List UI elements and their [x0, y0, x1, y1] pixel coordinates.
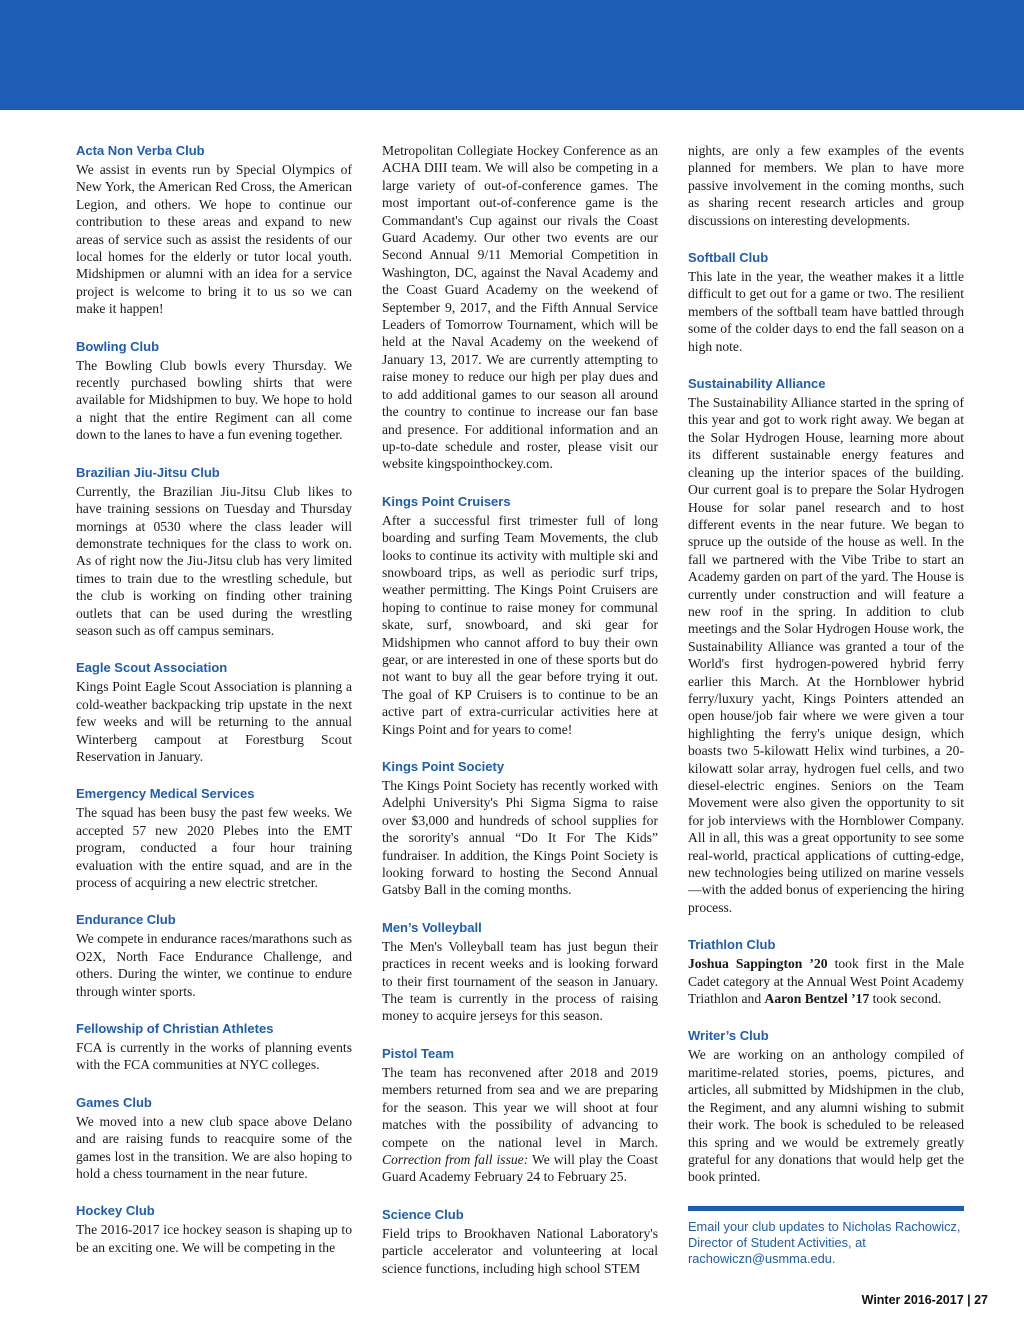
section-body: After a successful first trimester full of long boarding and surfing Team Movements, the club looks to continue its activity with multiple ski and snowboard trips, as well as periodic surf trips, weather permitting. The Kings Point Cruisers are hoping to continue to raise money for communal skate, surf, snowboard, and ski gear for Midshipmen who cannot afford to buy their own gear, or are interested in one of these sports but do not want to buy all the gear before trying it out. The goal of KP Cruisers is to continue to be an active part of extra-curricular activities here at Kings Point and for years to come!: [382, 512, 658, 737]
section-body: We compete in endurance races/marathons such as O2X, North Face Endurance Challenge, and others. During the winter, we continue to endure through winter sports.: [76, 931, 352, 999]
section-body: The Kings Point Society has recently worked with Adelphi University's Phi Sigma Sigma to raise over $3,000 and hundreds of school supplies for the sorority's annual “Do It For The Kids” fundraiser. In addition, the Kings Point Society is looking forward to hosting the Second Annual Gatsby Ball in the coming months.: [382, 778, 658, 898]
section-body: We are working on an anthology compiled of maritime-related stories, poems, pictures, and articles, all submitted by Midshipmen in the club, the Regiment, and any alumni wishing to submit their work. The book is scheduled to be released this spring and we would be extremely greatly grateful for any donations that would help get the book printed.: [688, 1047, 964, 1185]
section-bowling: [76, 338, 352, 444]
section-heading: Acta Non Verba Club: [76, 143, 205, 158]
section-heading: Brazilian Jiu-Jitsu Club: [76, 464, 220, 480]
section-heading: Science Club: [382, 1206, 464, 1222]
section-body: FCA is currently in the works of planning events with the FCA communities at NYC colleges.: [76, 1040, 352, 1073]
section-ems: [76, 785, 352, 891]
email-callout: [688, 1206, 964, 1267]
section-sustainability: [688, 375, 964, 916]
section-heading: Emergency Medical Services: [76, 786, 255, 802]
section-body: The squad has been busy the past few weeks. We accepted 57 new 2020 Plebes into the EMT program, conducted a four hour training evaluation with the entire squad, and are in the process of acquiring a new electric stretcher.: [76, 805, 352, 890]
section-hockey: [76, 1202, 352, 1256]
section-fca: [76, 1020, 352, 1074]
header-banner: [0, 0, 1024, 110]
section-body: Field trips to Brookhaven National Laboratory's particle accelerator and volunteering at local science functions, including high school STEM: [382, 1225, 658, 1276]
section-jiu-jitsu: [76, 464, 352, 640]
section-heading: Pistol Team: [382, 1045, 455, 1061]
section-heading: Kings Point Cruisers: [382, 493, 511, 509]
column-2: [382, 142, 658, 1297]
section-pistol: [382, 1045, 658, 1186]
section-body: The Men's Volleyball team has just begun their practices in recent weeks and is looking forward to their first tournament of the season in January. The team is currently in the process of raising money to acquire jerseys for this season.: [382, 938, 658, 1024]
section-heading: Fellowship of Christian Athletes: [76, 1021, 274, 1037]
section-body: Kings Point Eagle Scout Association is planning a cold-weather backpacking trip upstate in the next few weeks and will be returning to the annual Winterberg campout at Forestburg Scout Reservation in January.: [76, 679, 352, 764]
section-science: [382, 1206, 658, 1277]
section-body: This late in the year, the weather makes it a little difficult to get out for a game or two. The resilient members of the softball team have battled through some of the colder days to end the fall season on a high note.: [688, 269, 964, 354]
section-writers: [688, 1027, 964, 1185]
section-acta-non-verba: [76, 142, 352, 318]
section-heading: Games Club: [76, 1094, 152, 1110]
column-3: [688, 142, 964, 1267]
section-heading: Endurance Club: [76, 912, 176, 928]
section-body: Metropolitan Collegiate Hockey Conference as an ACHA DIII team. We will also be competing in a large variety of out-of-conference games. The most important out-of-conference game is the Commandant's Cup against our rivals the Coast Guard Academy. Our other two events are our Second Annual 9/11 Memorial Competition in Washington, DC, against the Naval Academy and the Coast Guard Academy on the weekend of September 9, 2017, and the Fifth Annual Service Leaders of Tomorrow Tournament, which will be held at the Naval Academy on the weekend of January 13, 2017. We are currently attempting to raise money to reduce our high per play dues and to add additional games to our season all around the country to continue to increase our fan base and presence. For additional information and an up-to-date schedule and roster, please visit our website kingspointhockey.com.: [382, 143, 658, 472]
section-body: The team has reconvened after 2018 and 2019 members returned from sea and we are preparing for the season. This year we will shoot at four matches with the possibility of advancing to compete on the national level in March. Correction from fall issue: We will play the Coast Guard Academy February 24 to February 25.: [382, 1064, 658, 1185]
callout-text: Email your club updates to Nicholas Rachowicz, Director of Student Activities, at rachowiczn@usmma.edu.: [688, 1218, 961, 1266]
section-heading: Bowling Club: [76, 338, 160, 354]
page-footer: Winter 2016-2017 | 27: [861, 1293, 988, 1307]
section-triathlon: [688, 936, 964, 1007]
section-kp-society: [382, 758, 658, 899]
section-heading: Kings Point Society: [382, 759, 505, 774]
section-body: nights, are only a few examples of the events planned for members. We plan to have more passive involvement in the coming months, such as sharing recent research articles and group discussions on interesting developments.: [688, 143, 964, 228]
section-endurance: [76, 911, 352, 1000]
section-body: We moved into a new club space above Delano and are raising funds to reacquire some of the games lost in the transition. We are also hoping to hold a chess tournament in the near future.: [76, 1113, 352, 1182]
section-softball: [688, 249, 964, 355]
section-heading: Softball Club: [688, 250, 769, 266]
section-games: [76, 1094, 352, 1183]
section-body: The Sustainability Alliance started in the spring of this year and got to work right away. We began at the Solar Hydrogen House, learning more about its different sustainable energy features and cleaning up the interior spaces of the building. Our current goal is to prepare the Solar Hydrogen House for solar panel research and to host different events in the near future. We began to spruce up the outside of the house as well. In the fall we partnered with the Vibe Tribe to start an Academy garden on part of the yard. The House is currently under construction and will feature a new roof in the spring. In addition to club meetings and the Solar Hydrogen House work, the Sustainability Alliance was granted a tour of the World's first hydrogen-powered hybrid ferry earlier this March. At the Hornblower hybrid ferry/luxury yacht, Kings Pointers attended an open house/job fair where we were given a tour highlighting the ferry's unique design, which boasts two 5-kilowatt Helix wind turbines, a 20-kilowatt solar array, hydrogen fuel cells, and two diesel-electric engines. Seniors on the Team Movement were also given the opportunity to sit for job interviews with the Hornblower Company. All in all, this was a great opportunity to see some real-world, practical applications of cutting-edge, new technologies being utilized on marine vessels—with the added bonus of experiencing the hiring process.: [688, 395, 964, 915]
section-cruisers: [382, 493, 658, 738]
section-body: Joshua Sappington ’20 took first in the Male Cadet category at the Annual West Point Academy Triathlon and Aaron Bentzel ’17 took second.: [688, 956, 964, 1007]
section-heading: Triathlon Club: [688, 937, 776, 953]
section-body: We assist in events run by Special Olympics of New York, the American Red Cross, the American Legion, and others. We hope to continue our contribution to these areas and expand to new areas of service such as assist the residents of our local homes for the elderly or tutor local youth. Midshipmen or alumni with an idea for a service project is welcome to bring it to us so we can make it happen!: [76, 162, 352, 317]
section-eagle-scout: [76, 659, 352, 765]
section-heading: Eagle Scout Association: [76, 660, 228, 676]
section-heading: Sustainability Alliance: [688, 376, 826, 392]
section-hockey-continued: [382, 142, 658, 473]
column-1: [76, 142, 352, 1276]
section-body: Currently, the Brazilian Jiu-Jitsu Club likes to have training sessions on Tuesday and Thursday mornings at 0530 where the class leader will demonstrate techniques for the class to work on. As of right now the Jiu-Jitsu club has very limited times to train due to the wrestling schedule, but the club is working on finding other training outlets that can be used during the wrestling season such as off campus seminars.: [76, 483, 352, 638]
section-body: The 2016-2017 ice hockey season is shaping up to be an exciting one. We will be competing in the: [76, 1222, 352, 1255]
section-science-continued: [688, 142, 964, 229]
section-volleyball: [382, 919, 658, 1025]
section-body: The Bowling Club bowls every Thursday. We recently purchased bowling shirts that were available for Midshipmen to buy. We hope to hold a night that the entire Regiment can all come down to the lanes to have a fun evening together.: [76, 357, 352, 443]
section-heading: Writer’s Club: [688, 1028, 769, 1044]
section-heading: Hockey Club: [76, 1203, 155, 1219]
section-heading: Men’s Volleyball: [382, 919, 482, 935]
